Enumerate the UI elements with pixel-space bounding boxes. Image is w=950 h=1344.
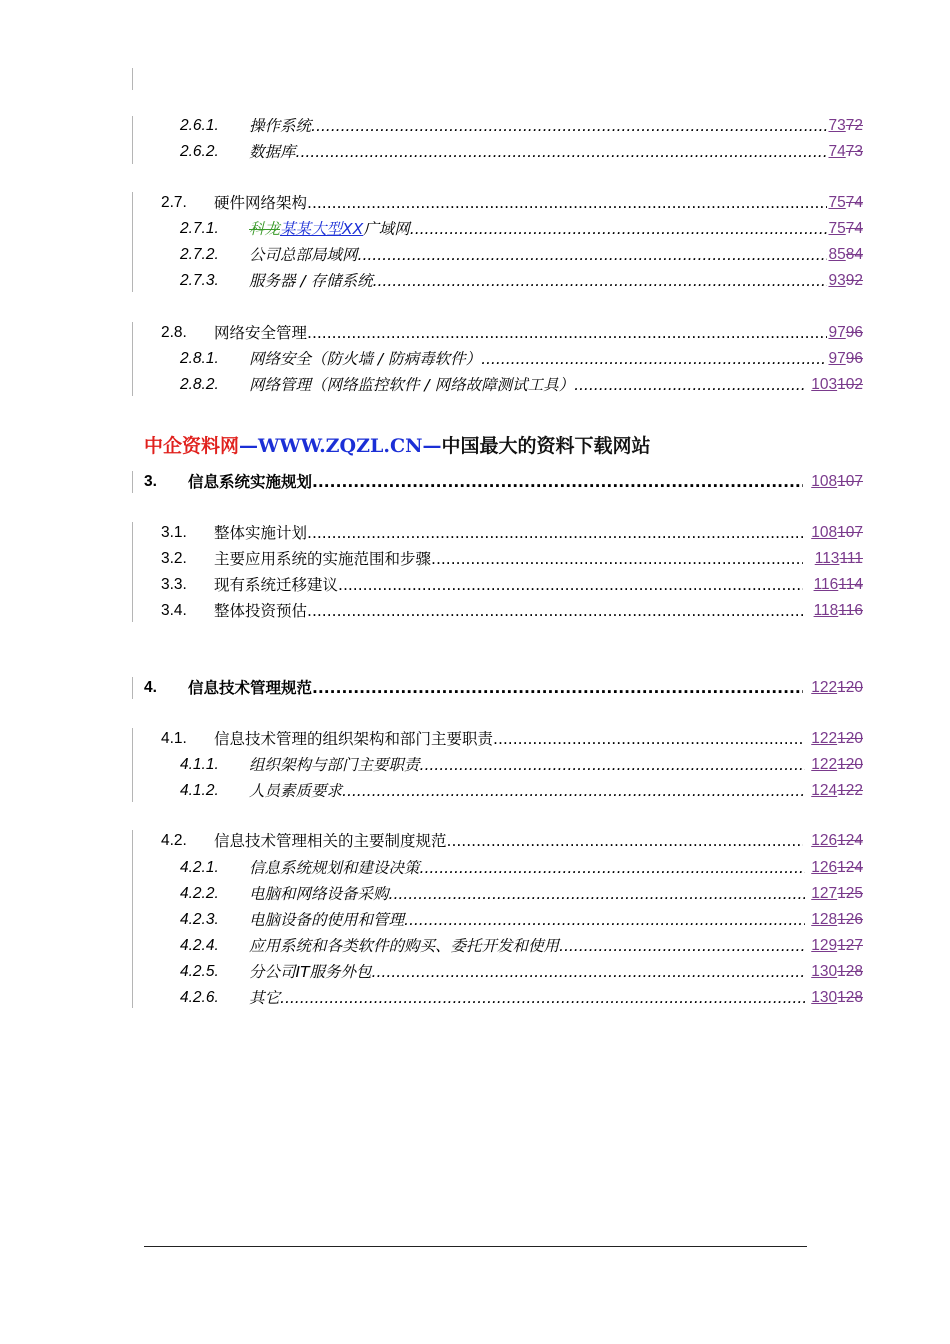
toc-title: 硬件网络架构 xyxy=(214,194,308,212)
toc-entry-3-2[interactable] xyxy=(0,547,950,571)
toc-number: 4.2.4. xyxy=(180,937,219,954)
toc-number: 2.7.2. xyxy=(180,246,219,263)
toc-title: 网络安全（防火墙 / 防病毒软件） xyxy=(249,350,482,368)
toc-title: 其它 xyxy=(249,989,281,1007)
toc-page-number[interactable]: 127125 xyxy=(811,885,863,902)
toc-title: 分公司IT服务外包 xyxy=(249,963,372,981)
toc-number: 2.8. xyxy=(161,324,187,341)
footer-rule xyxy=(144,1246,807,1247)
toc-title: 信息系统规划和建设决策 xyxy=(249,859,420,877)
toc-entry-4-2-3[interactable] xyxy=(0,908,950,932)
toc-number: 3. xyxy=(144,473,157,490)
toc-title: 数据库 xyxy=(249,143,296,161)
toc-number: 2.8.2. xyxy=(180,376,219,393)
toc-number: 4.2. xyxy=(161,832,187,849)
banner-slogan: 中国最大的资料下载网站 xyxy=(441,435,651,457)
toc-number: 4.2.1. xyxy=(180,859,219,876)
toc-page-number[interactable]: 9392 xyxy=(828,272,863,289)
toc-entry-4[interactable] xyxy=(0,676,950,700)
inserted-text: 某某大型XX xyxy=(280,220,364,238)
toc-entry-2-8[interactable] xyxy=(0,321,950,345)
toc-entry-3-4[interactable] xyxy=(0,599,950,623)
banner-url[interactable]: —WWW.ZQZL.CN— xyxy=(239,435,442,457)
toc-title: 信息技术管理规范 xyxy=(188,679,313,697)
toc-number: 4.1.2. xyxy=(180,782,219,799)
toc-page-number[interactable]: 7574 xyxy=(828,194,863,211)
toc-title: 网络安全管理 xyxy=(214,324,308,342)
toc-number: 4.2.2. xyxy=(180,885,219,902)
toc-entry-2-7-2[interactable] xyxy=(0,243,950,267)
toc-number: 4.2.5. xyxy=(180,963,219,980)
toc-title: 信息系统实施规划 xyxy=(188,473,313,491)
toc-title: 现有系统迁移建议 xyxy=(214,576,339,594)
toc-entry-3-3[interactable] xyxy=(0,573,950,597)
toc-title: 主要应用系统的实施范围和步骤 xyxy=(214,550,432,568)
toc-entry-2-6-2[interactable] xyxy=(0,140,950,164)
toc-page-number[interactable]: 130128 xyxy=(811,963,863,980)
toc-page-number[interactable]: 118116 xyxy=(813,602,863,619)
deleted-text: 科龙 xyxy=(249,220,281,238)
change-bar xyxy=(132,68,133,90)
toc-entry-2-8-2[interactable] xyxy=(0,373,950,397)
toc-title: 组织架构与部门主要职责 xyxy=(249,756,420,774)
toc-page-number[interactable]: 103102 xyxy=(811,376,863,393)
toc-number: 2.6.2. xyxy=(180,143,219,160)
toc-page-number[interactable]: 129127 xyxy=(811,937,863,954)
toc-title: 整体投资预估 xyxy=(214,602,308,620)
toc-number: 4.1.1. xyxy=(180,756,219,773)
toc-page-number[interactable]: 116114 xyxy=(813,576,863,593)
toc-title: 公司总部局域网 xyxy=(249,246,358,264)
toc-title: 整体实施计划 xyxy=(214,524,308,542)
toc-page-number[interactable]: 108107 xyxy=(811,473,863,490)
toc-page-number[interactable]: 126124 xyxy=(811,832,863,849)
toc-entry-2-6-1[interactable] xyxy=(0,114,950,138)
toc-title: 电脑和网络设备采购 xyxy=(249,885,389,903)
toc-number: 4.2.3. xyxy=(180,911,219,928)
toc-entry-4-1[interactable] xyxy=(0,727,950,751)
toc-page-number[interactable]: 7574 xyxy=(828,220,863,237)
toc-number: 3.3. xyxy=(161,576,187,593)
toc-page-number[interactable]: 108107 xyxy=(811,524,863,541)
toc-title: 电脑设备的使用和管理 xyxy=(249,911,405,929)
toc-title: 信息技术管理相关的主要制度规范 xyxy=(214,832,447,850)
toc-entry-4-1-2[interactable] xyxy=(0,779,950,803)
toc-entry-4-2-4[interactable] xyxy=(0,934,950,958)
toc-title: 人员素质要求 xyxy=(249,782,343,800)
toc-page-number[interactable]: 124122 xyxy=(811,782,863,799)
toc-page-number[interactable]: 122120 xyxy=(811,679,863,696)
toc-number: 3.2. xyxy=(161,550,187,567)
toc-page-number[interactable]: 7372 xyxy=(828,117,863,134)
toc-number: 4.1. xyxy=(161,730,187,747)
toc-number: 2.6.1. xyxy=(180,117,219,134)
banner-site-name: 中企资料网 xyxy=(144,435,240,457)
toc-number: 3.4. xyxy=(161,602,187,619)
watermark-banner xyxy=(144,432,650,460)
toc-number: 4. xyxy=(144,679,157,696)
toc-entry-4-2-1[interactable] xyxy=(0,856,950,880)
toc-title: 网络管理（网络监控软件 / 网络故障测试工具） xyxy=(249,376,575,394)
toc-number: 2.7.1. xyxy=(180,220,219,237)
toc-page-number[interactable]: 126124 xyxy=(811,859,863,876)
toc-entry-2-8-1[interactable] xyxy=(0,347,950,371)
toc-entry-4-2[interactable] xyxy=(0,829,950,853)
toc-number: 2.7. xyxy=(161,194,187,211)
toc-entry-4-2-5[interactable] xyxy=(0,960,950,984)
toc-number: 4.2.6. xyxy=(180,989,219,1006)
toc-entry-4-2-2[interactable] xyxy=(0,882,950,906)
toc-page-number[interactable]: 9796 xyxy=(828,324,863,341)
toc-page-number[interactable]: 130128 xyxy=(811,989,863,1006)
toc-page-number[interactable]: 122120 xyxy=(811,730,863,747)
toc-entry-2-7[interactable] xyxy=(0,191,950,215)
toc-number: 2.8.1. xyxy=(180,350,219,367)
toc-title: 操作系统 xyxy=(249,117,312,135)
toc-entry-3[interactable] xyxy=(0,470,950,494)
toc-entry-2-7-1[interactable] xyxy=(0,217,950,241)
toc-page-number[interactable]: 7473 xyxy=(828,143,863,160)
toc-page-number[interactable]: 122120 xyxy=(811,756,863,773)
toc-title: 应用系统和各类软件的购买、委托开发和使用 xyxy=(249,937,560,955)
toc-entry-4-2-6[interactable] xyxy=(0,986,950,1010)
toc-page-number[interactable]: 128126 xyxy=(811,911,863,928)
toc-page-number[interactable]: 9796 xyxy=(828,350,863,367)
toc-title: 广域网 xyxy=(363,220,410,238)
toc-entry-4-1-1[interactable] xyxy=(0,753,950,777)
toc-entry-2-7-3[interactable] xyxy=(0,269,950,293)
toc-title: 信息技术管理的组织架构和部门主要职责 xyxy=(214,730,494,748)
toc-entry-3-1[interactable] xyxy=(0,521,950,545)
toc-page-number[interactable]: 8584 xyxy=(828,246,863,263)
toc-title: 服务器 / 存储系统 xyxy=(249,272,373,290)
toc-number: 3.1. xyxy=(161,524,187,541)
toc-number: 2.7.3. xyxy=(180,272,219,289)
toc-page-number[interactable]: 113111 xyxy=(814,550,863,567)
